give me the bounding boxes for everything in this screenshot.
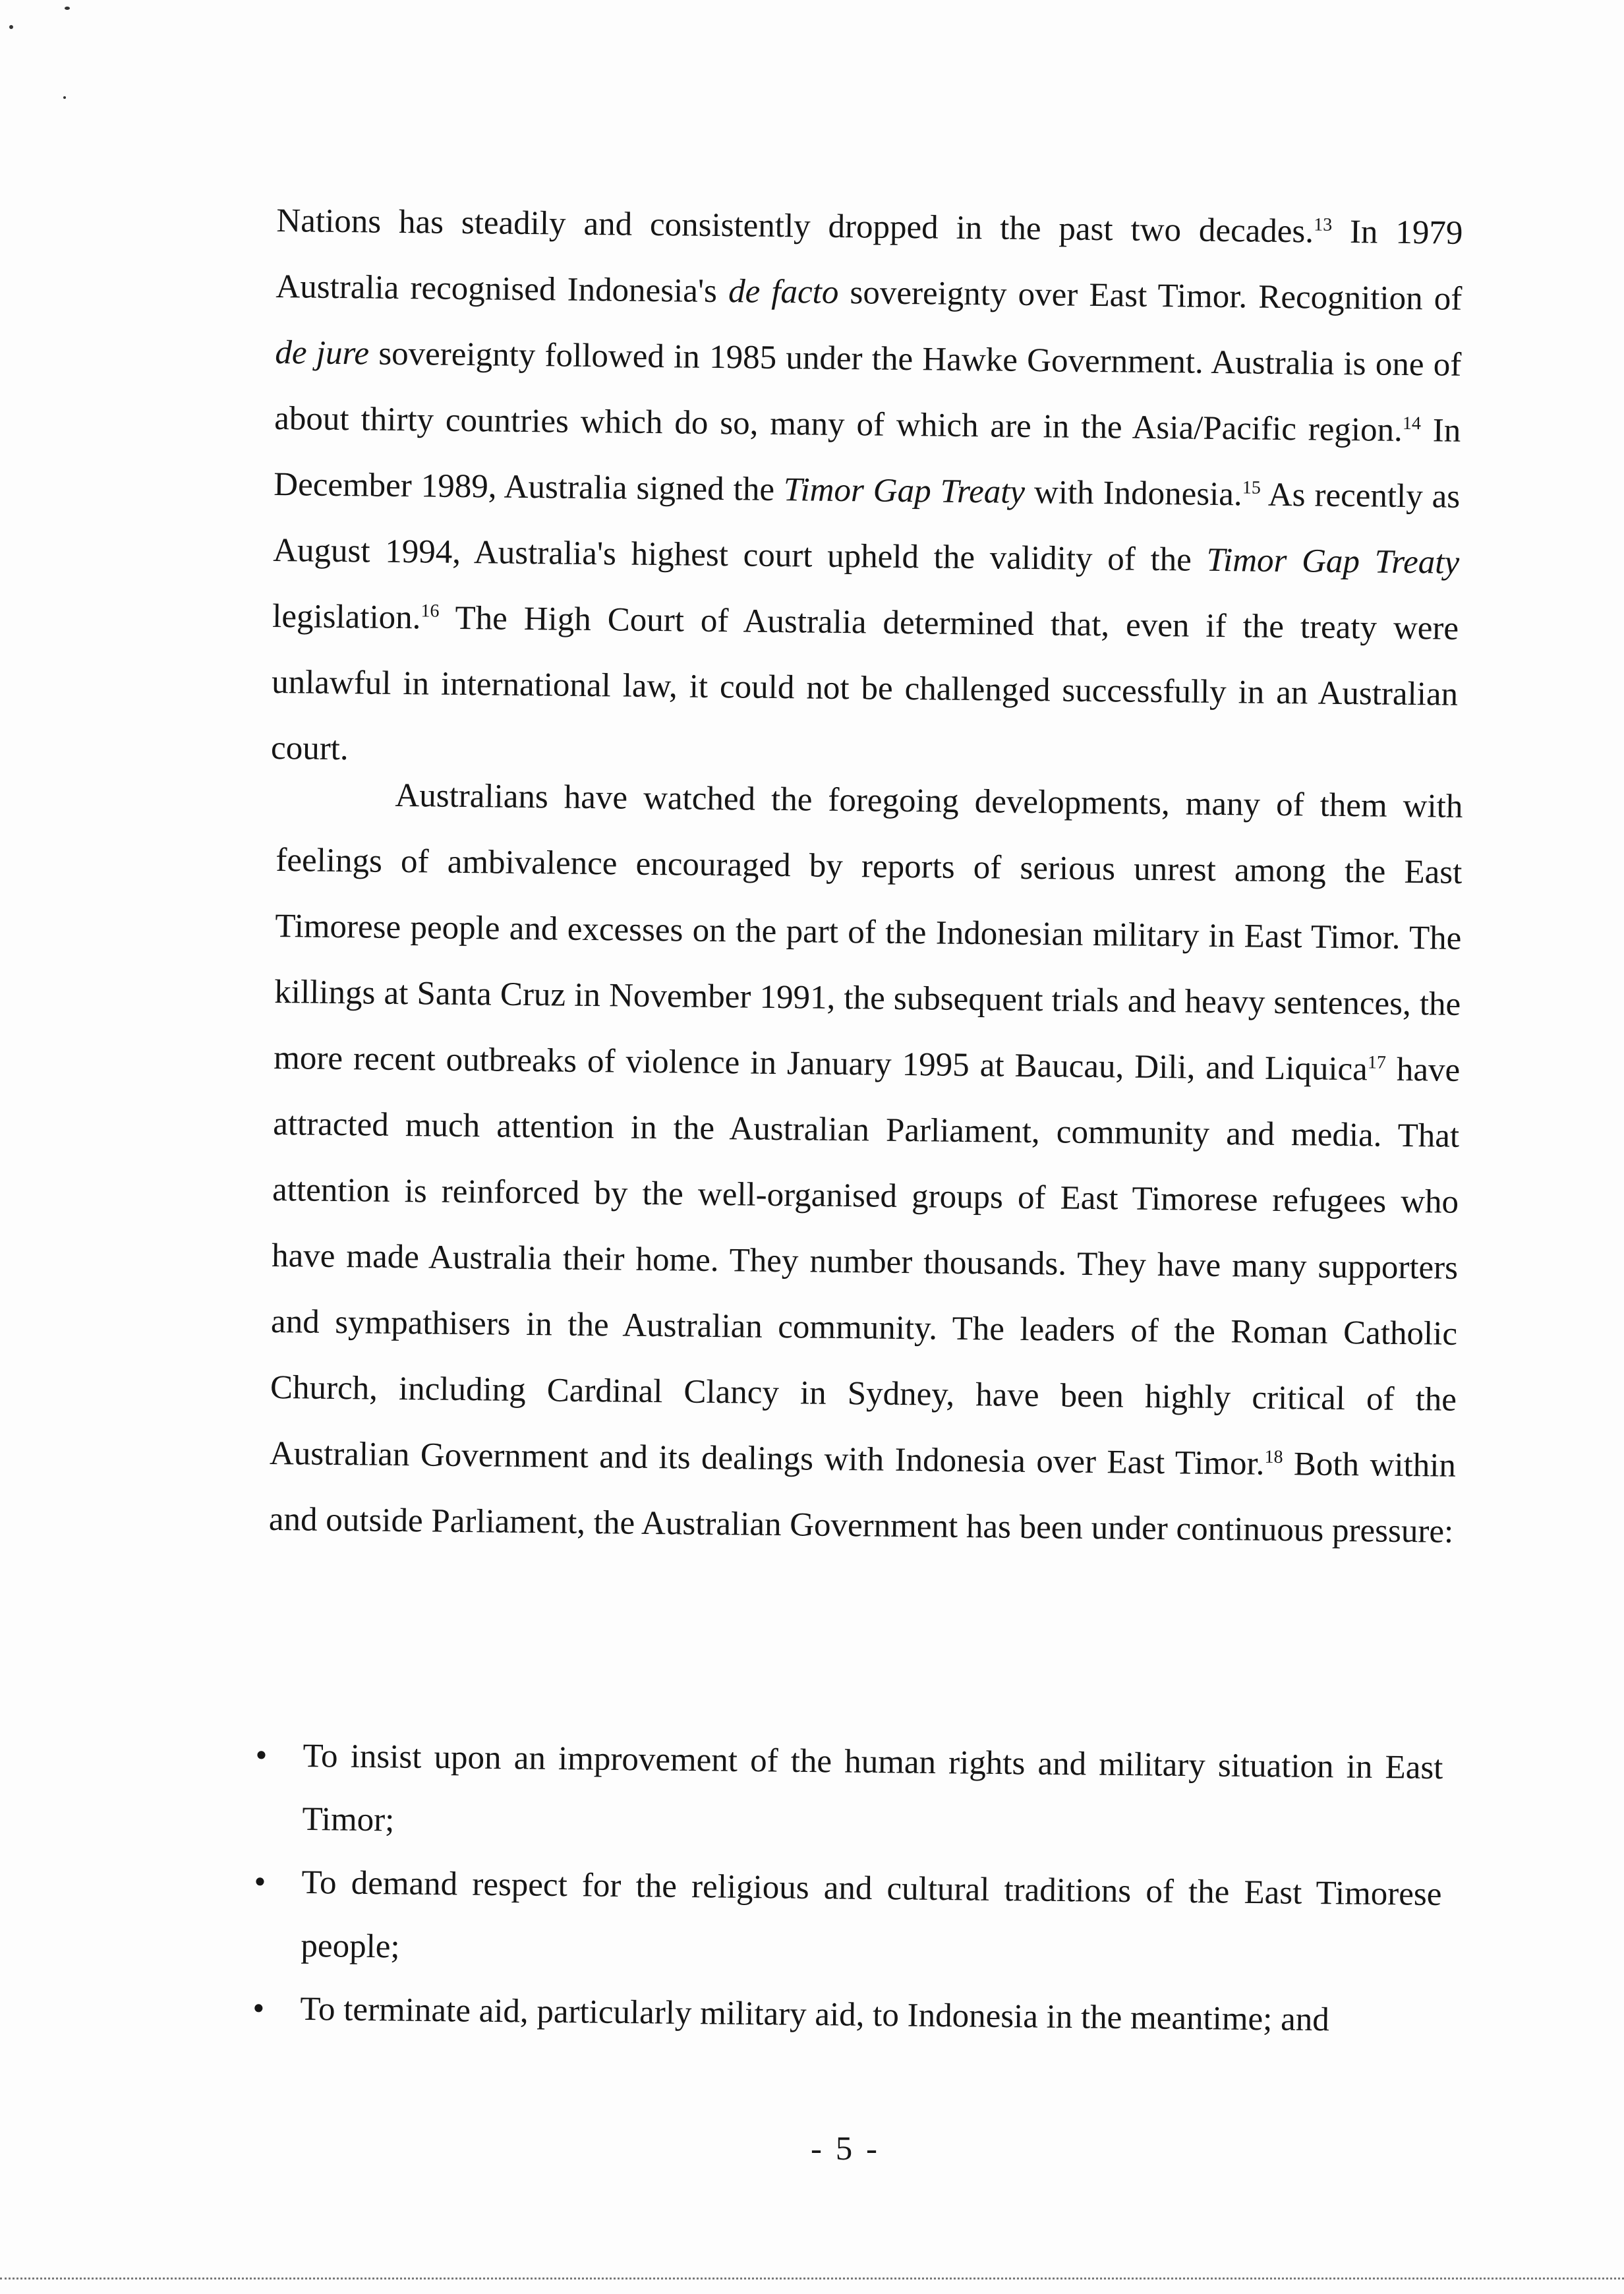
text-run: In 1979 Australia recognised Indonesia's — [276, 213, 1463, 310]
text-run: As recently as August 1994, Australia's highest court upheld the validity of the — [272, 476, 1461, 579]
list-item-text: To terminate aid, particularly military aid, to Indonesia in the meantime; and — [300, 1990, 1330, 2039]
bullet-list — [241, 1724, 1443, 2053]
italic-term: de facto — [728, 273, 839, 311]
bullet-icon: • — [254, 1864, 266, 1901]
text-run: have attracted much attention in the Australian Parliament, community and media. That attention is reinforced by the well-organised groups of East Timorese refugees who have made Australia their home. They number thousands. They have many supporters and sympathisers in the Australian community. The leaders of the Roman Catholic Church, including Cardinal Clancy in Sydney, have been highly critical of the Australian Government and its dealings with Indonesia over East Timor. — [269, 1051, 1461, 1483]
italic-term: Timor Gap Treaty — [1206, 541, 1460, 581]
text-run: Nations has steadily and consistently dropped in the past two decades. — [276, 202, 1314, 250]
italic-term: de jure — [275, 334, 370, 372]
list-item — [241, 1850, 1442, 1989]
paragraph-1 — [271, 188, 1463, 794]
footnote-marker: 15 — [1242, 477, 1261, 498]
page-number: - 5 - — [811, 2131, 880, 2167]
footnote-marker: 14 — [1402, 413, 1422, 434]
scan-speck — [65, 7, 70, 10]
text-run: sovereignty followed in 1985 under the Hawke Government. Australia is one of about thirty countries which do so, many of which are in the Asia/Pacific region. — [274, 335, 1462, 449]
scan-edge-line — [0, 2278, 1624, 2281]
scan-speck — [63, 96, 66, 99]
list-item-text: To insist upon an improvement of the human rights and military situation in East Timor; — [302, 1737, 1443, 1839]
footnote-marker: 18 — [1264, 1446, 1283, 1468]
italic-term: Timor Gap Treaty — [783, 471, 1026, 511]
scan-speck — [9, 25, 13, 29]
bullet-icon: • — [252, 1990, 265, 2028]
bullet-icon: • — [255, 1737, 268, 1775]
footnote-marker: 13 — [1314, 214, 1333, 235]
text-run: sovereignty over East Timor. Recognition of — [838, 274, 1463, 318]
paragraph-2 — [268, 761, 1463, 1565]
footnote-marker: 17 — [1367, 1052, 1387, 1073]
list-item-text: To demand respect for the religious and cultural traditions of the East Timorese people; — [301, 1864, 1442, 1966]
list-item — [243, 1724, 1443, 1863]
text-run: Both within and outside Parliament, the Australian Government has been under continuous pressure: — [268, 1446, 1457, 1550]
text-run: legislation. — [272, 597, 421, 637]
footnote-marker: 16 — [420, 601, 440, 622]
text-run: with Indonesia. — [1024, 473, 1243, 514]
text-run: In December 1989, Australia signed the — [273, 412, 1461, 509]
list-item — [241, 1977, 1441, 2053]
text-run: The High Court of Australia determined that, even if the treaty were unlawful in international law, it could not be challenged successfully in an Australian court. — [270, 599, 1459, 768]
text-run: Australians have watched the foregoing developments, many of them with feelings of ambivalence encouraged by reports of serious unrest among the East Timorese people and excesses on the part of the Indonesian military in East Timor. The killings at Santa Cruz in November 1991, the subsequent trials and heavy sentences, the more recent outbreaks of violence in January 1995 at Baucau, Dili, and Liquica — [273, 777, 1463, 1088]
